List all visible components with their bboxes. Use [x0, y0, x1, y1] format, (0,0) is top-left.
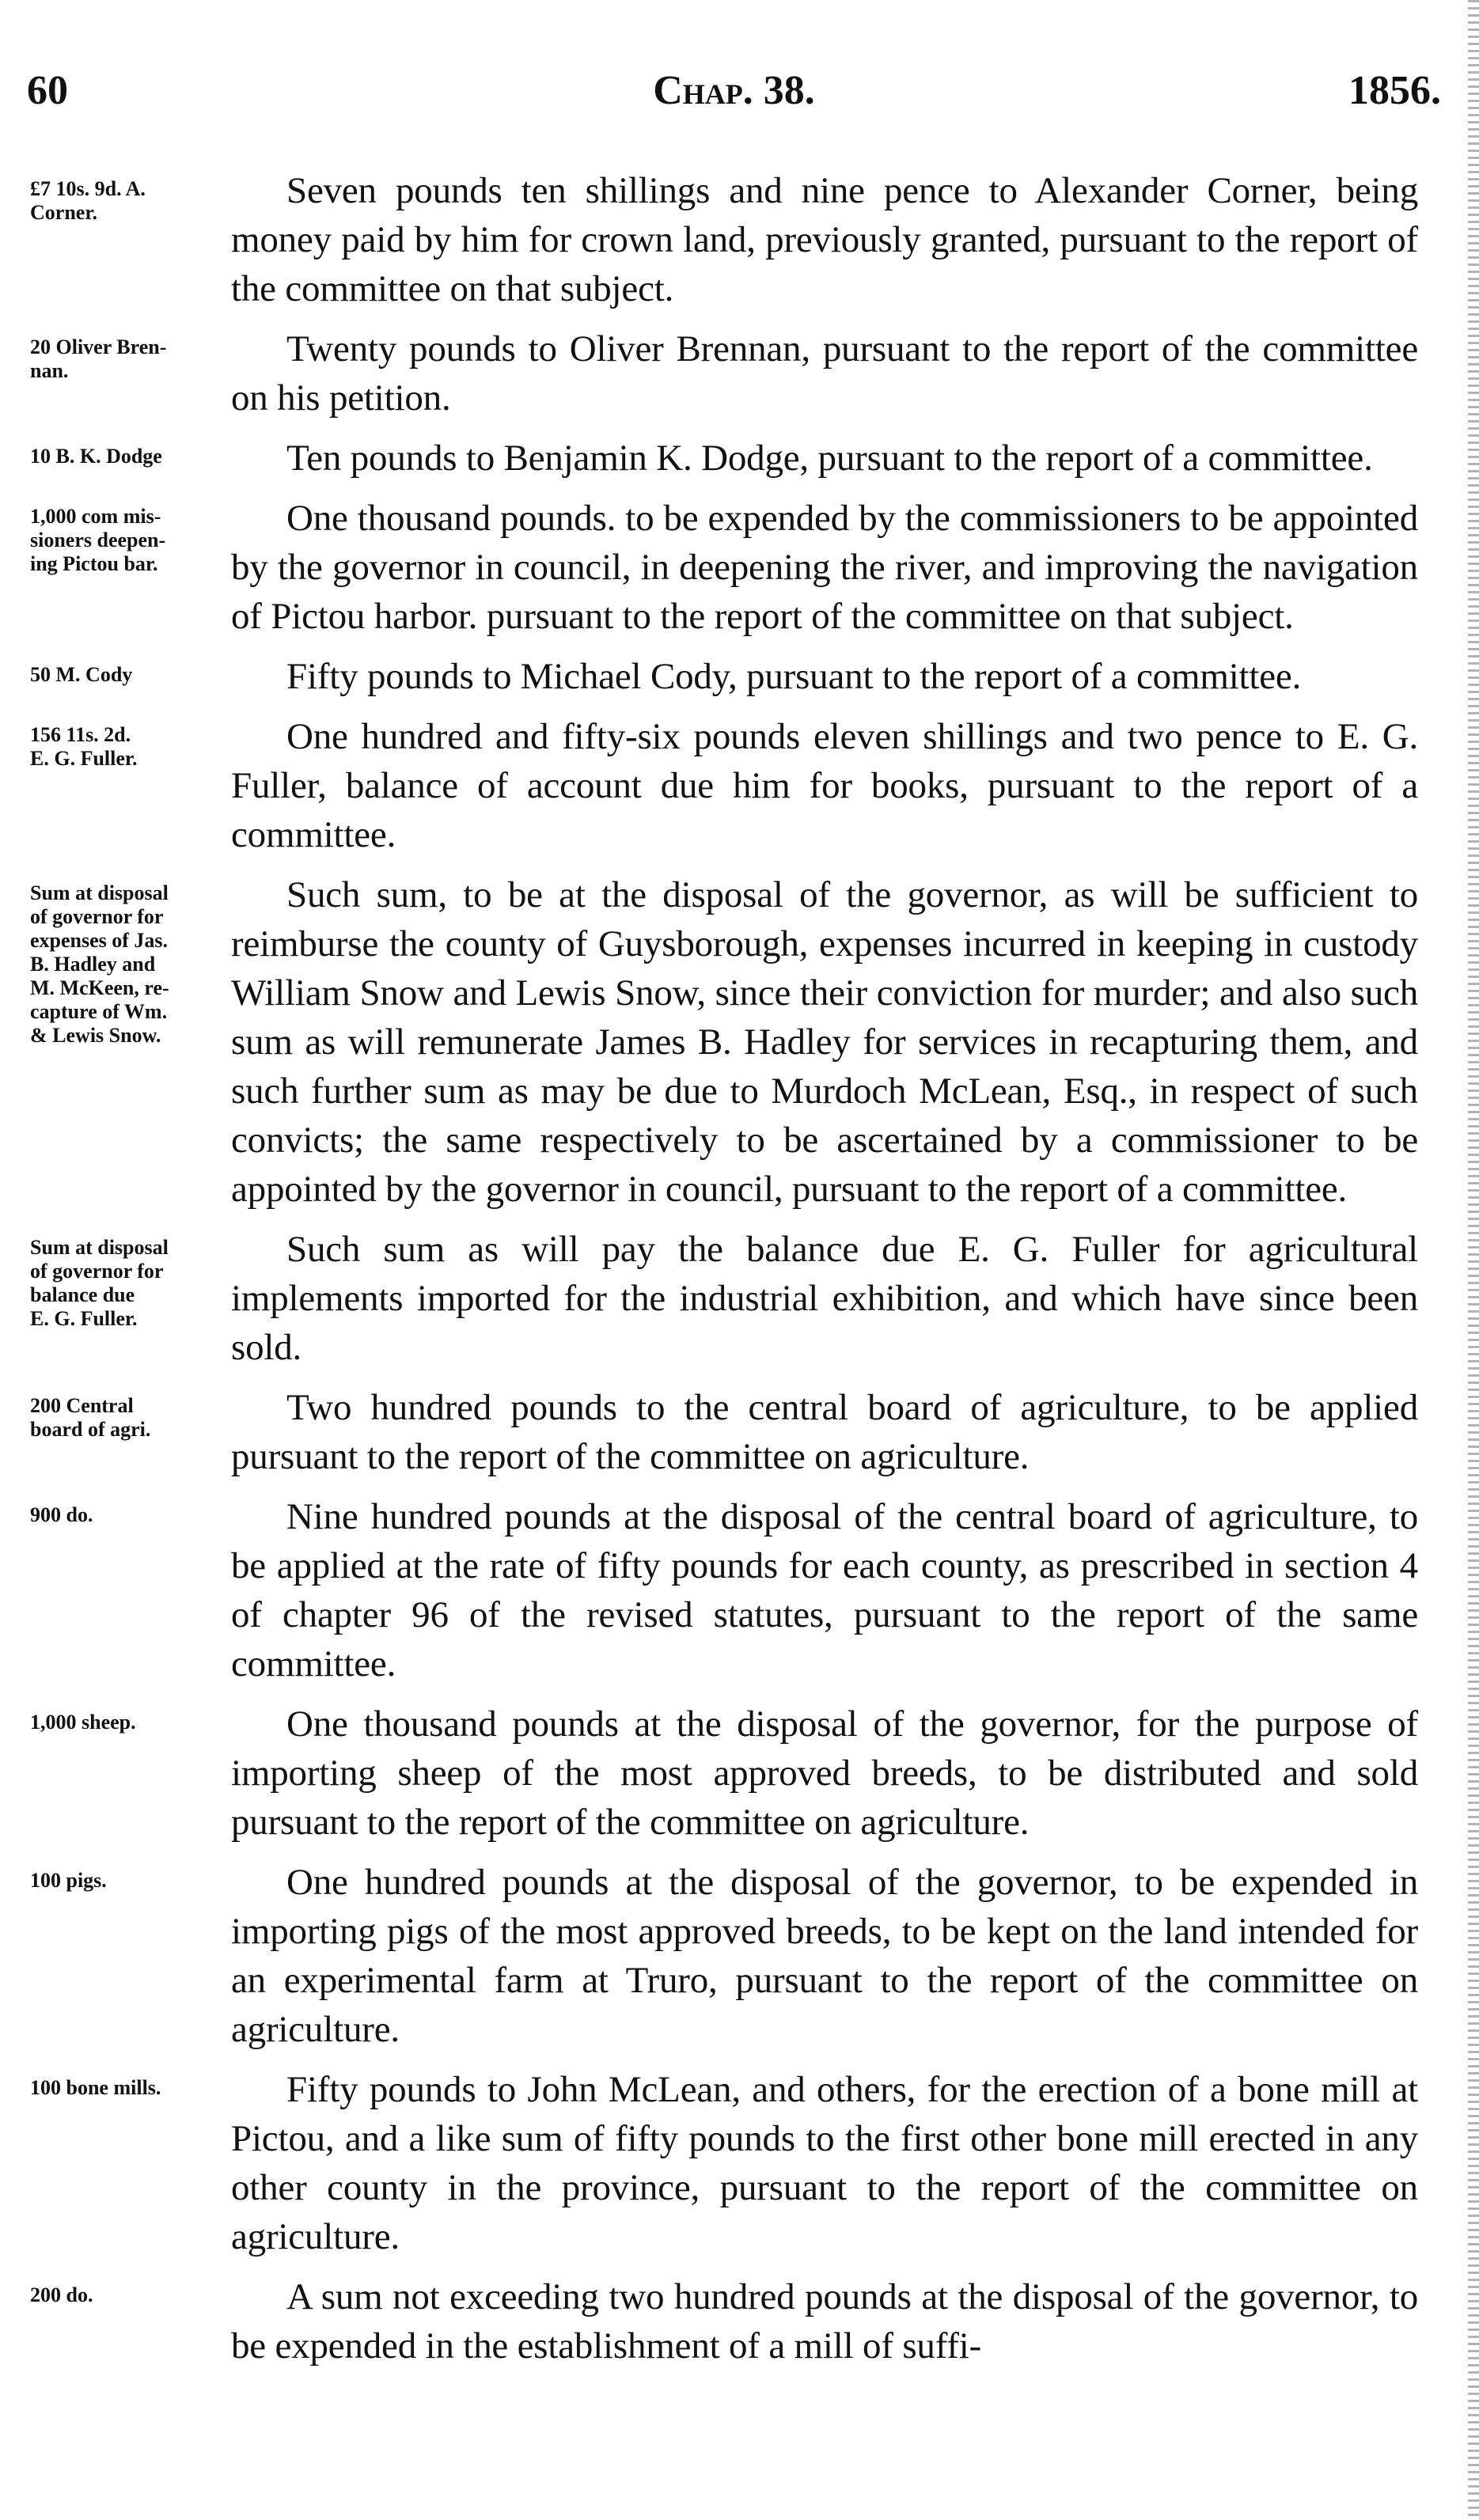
- entry-snow-recapture: [0, 870, 1479, 1214]
- page-header: [27, 67, 1441, 123]
- margin-note: 156 11s. 2d. E. G. Fuller.: [30, 723, 138, 770]
- entry-cody: [0, 652, 1479, 701]
- entry-text: Twenty pounds to Oliver Brennan, pursuant to the report of the committee on his petition.: [231, 328, 1418, 419]
- year-heading: 1856.: [1348, 68, 1441, 113]
- entry-bone-mills: [0, 2065, 1479, 2261]
- entry-fuller-implements: [0, 1225, 1479, 1372]
- entry-county-agriculture: [0, 1492, 1479, 1688]
- page-number: 60: [27, 68, 68, 113]
- margin-note: 900 do.: [30, 1503, 93, 1526]
- margin-note: 200 do.: [30, 2283, 93, 2306]
- entry-text: Nine hundred pounds at the disposal of the central board of agriculture, to be applied at the rate of fifty pounds for each county, as prescribed in section 4 of chapter 96 of the revised statutes, pursuant to the report of the same committee.: [231, 1496, 1418, 1684]
- entry-text: One thousand pounds. to be expended by the commissioners to be appointed by the governor in council, in deepening the river, and improving the navigation of Pictou harbor. pursuant to the report of the committee on that subject.: [231, 498, 1418, 637]
- entry-pictou-bar: [0, 494, 1479, 641]
- entry-brennan: [0, 324, 1479, 423]
- entry-text: One hundred pounds at the disposal of the governor, to be expended in importing pigs of the most approved breeds, to be kept on the land intended for an experimental farm at Truro, pursuant to the report of the committee on agriculture.: [231, 1862, 1418, 2050]
- margin-note: Sum at disposal of governor for expenses of Jas. B. Hadley and M. McKeen, re- capture of Wm. & Lewis Snow.: [30, 881, 169, 1047]
- entry-text: Fifty pounds to Michael Cody, pursuant to the report of a committee.: [286, 656, 1302, 697]
- entry-text: Fifty pounds to John McLean, and others, for the erection of a bone mill at Pictou, and a like sum of fifty pounds to the first other bone mill erected in any other county in the province, pursuant to the report of the committee on agriculture.: [231, 2069, 1418, 2257]
- entry-text: Such sum as will pay the balance due E. G. Fuller for agricultural implements imported for the industrial exhibition, and which have since been sold.: [231, 1229, 1418, 1368]
- entry-text: Such sum, to be at the disposal of the governor, as will be sufficient to reimburse the county of Guysborough, expenses incurred in keeping in custody William Snow and Lewis Snow, since their conviction for murder; and also such sum as will remunerate James B. Hadley for services in recapturing them, and such further sum as may be due to Murdoch McLean, Esq., in respect of such convicts; the same respectively to be ascertained by a commissioner to be appointed by the governor in council, pursuant to the report of a committee.: [231, 874, 1418, 1210]
- entry-text: One thousand pounds at the disposal of the governor, for the purpose of importing sheep of the most approved breeds, to be distributed and sold pursuant to the report of the committee on agriculture.: [231, 1703, 1418, 1843]
- appropriation-entries: [0, 166, 1479, 2382]
- margin-note: 200 Central board of agri.: [30, 1394, 151, 1441]
- entry-mill-establishment: [0, 2272, 1479, 2370]
- entry-corner: [0, 166, 1479, 313]
- margin-note: 20 Oliver Bren- nan.: [30, 335, 167, 382]
- chapter-heading: Chap. 38.: [653, 68, 815, 113]
- entry-text: Seven pounds ten shillings and nine pence to Alexander Corner, being money paid by him for crown land, previously granted, pursuant to the report of the committee on that subject.: [231, 170, 1418, 309]
- entry-fuller-books: [0, 712, 1479, 859]
- margin-note: 100 bone mills.: [30, 2076, 161, 2099]
- entry-text: One hundred and fifty-six pounds eleven shillings and two pence to E. G. Fuller, balance of account due him for books, pursuant to the report of a committee.: [231, 716, 1418, 855]
- entry-dodge: [0, 434, 1479, 483]
- entry-central-board: [0, 1383, 1479, 1481]
- margin-note: 10 B. K. Dodge: [30, 445, 162, 468]
- margin-note: 50 M. Cody: [30, 663, 133, 686]
- margin-note: 1,000 sheep.: [30, 1711, 136, 1734]
- entry-sheep: [0, 1700, 1479, 1847]
- margin-note: £7 10s. 9d. A. Corner.: [30, 177, 146, 224]
- margin-note: 1,000 com mis- sioners deepen- ing Pictou bar.: [30, 505, 166, 575]
- entry-text: Two hundred pounds to the central board of agriculture, to be applied pursuant to the report of the committee on agriculture.: [231, 1387, 1418, 1477]
- entry-text: A sum not exceeding two hundred pounds at the disposal of the governor, to be expended in the establishment of a mill of suffi-: [231, 2276, 1418, 2367]
- margin-note: Sum at disposal of governor for balance due E. G. Fuller.: [30, 1236, 169, 1330]
- entry-text: Ten pounds to Benjamin K. Dodge, pursuant to the report of a committee.: [286, 438, 1373, 479]
- margin-note: 100 pigs.: [30, 1869, 107, 1892]
- entry-pigs: [0, 1858, 1479, 2054]
